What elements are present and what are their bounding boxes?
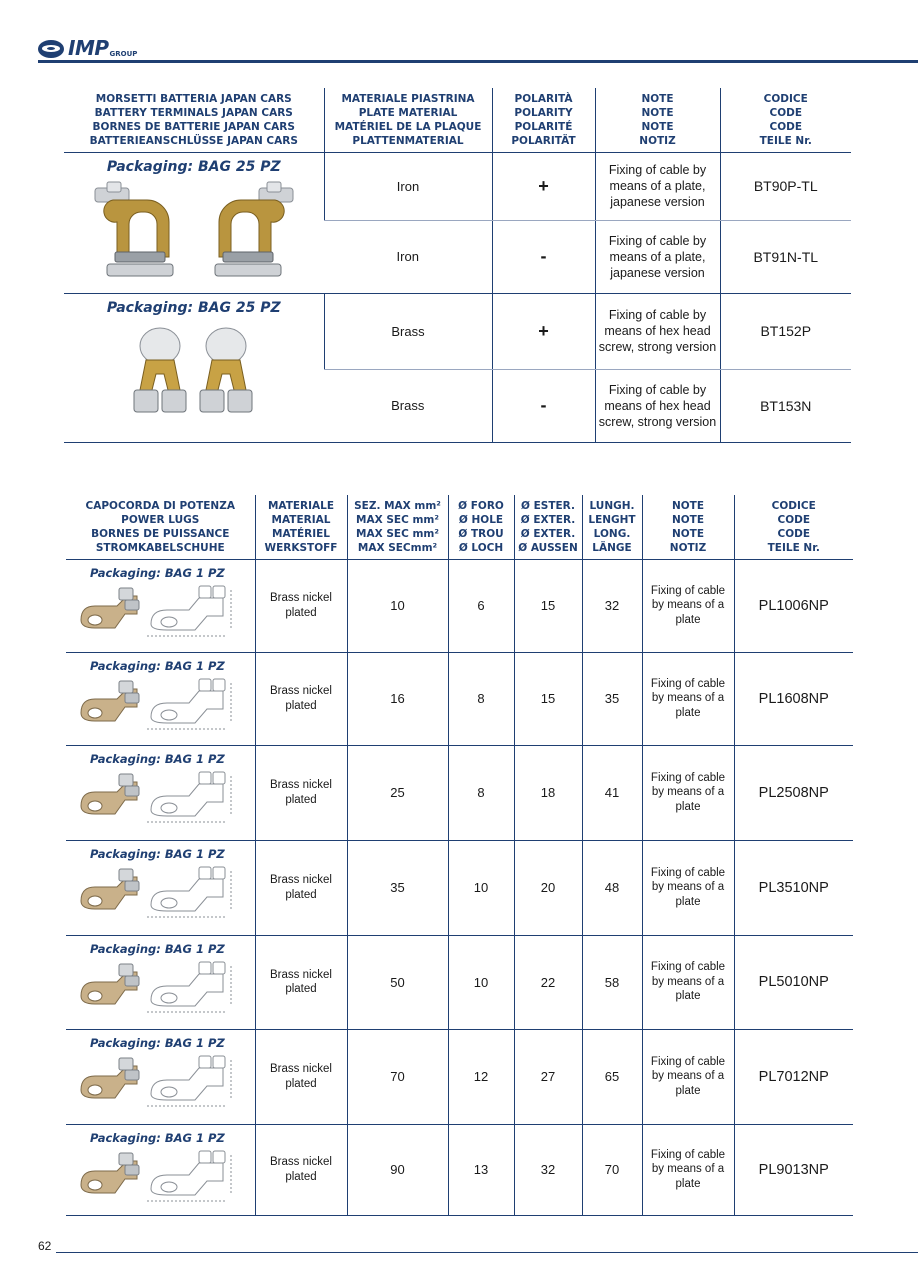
header-outer-diameter: Ø ESTER. Ø EXTER. Ø EXTER. Ø AUSSEN — [514, 495, 582, 559]
power-lug-photo — [81, 681, 139, 721]
material-cell: Brass nickel plated — [255, 559, 347, 652]
power-lug-drawing — [147, 1056, 231, 1106]
logo-brand-suffix: GROUP — [109, 50, 138, 58]
code-cell: BT90P-TL — [720, 152, 851, 220]
material-cell: Brass nickel plated — [255, 652, 347, 745]
packaging-label: Packaging: BAG 1 PZ — [90, 846, 225, 861]
power-lug-drawing — [147, 586, 231, 636]
packaging-label: Packaging: BAG 1 PZ — [90, 565, 225, 580]
length-cell: 35 — [582, 652, 642, 745]
header-polarity: POLARITÀ POLARITY POLARITÉ POLARITÄT — [492, 88, 595, 152]
product-image-cell — [66, 652, 255, 745]
max-section-cell: 35 — [347, 840, 448, 935]
table-header-row — [66, 495, 853, 559]
logo-brand: IMP — [68, 36, 109, 60]
max-section-cell: 10 — [347, 559, 448, 652]
power-lug-image — [75, 1145, 245, 1207]
table-row — [66, 935, 853, 1029]
battery-terminals-table — [64, 88, 851, 443]
header-product: CAPOCORDA DI POTENZA POWER LUGS BORNES DE PUISSANCE STROMKABELSCHUHE — [66, 495, 255, 559]
length-cell: 41 — [582, 745, 642, 840]
hole-diameter-cell: 6 — [448, 559, 514, 652]
hole-diameter-cell: 10 — [448, 935, 514, 1029]
outer-diameter-cell: 18 — [514, 745, 582, 840]
length-cell: 70 — [582, 1124, 642, 1215]
note-cell: Fixing of cable by means of a plate — [642, 652, 734, 745]
plate-material-cell: Iron — [324, 220, 492, 293]
page-header — [38, 36, 918, 66]
code-cell: PL1006NP — [734, 559, 853, 652]
product-image-cell — [66, 935, 255, 1029]
plate-material-cell: Brass — [324, 293, 492, 369]
note-cell: Fixing of cable by means of a plate — [642, 935, 734, 1029]
hole-diameter-cell: 13 — [448, 1124, 514, 1215]
plate-material-cell: Brass — [324, 369, 492, 442]
packaging-label: Packaging: BAG 1 PZ — [90, 658, 225, 673]
outer-diameter-cell: 22 — [514, 935, 582, 1029]
imp-group-logo — [38, 38, 137, 58]
power-lug-image — [75, 580, 245, 642]
header-note: NOTE NOTE NOTE NOTIZ — [595, 88, 720, 152]
max-section-cell: 70 — [347, 1029, 448, 1124]
product-image-cell — [64, 152, 324, 293]
outer-diameter-cell: 32 — [514, 1124, 582, 1215]
power-lug-image — [75, 956, 245, 1018]
product-image-cell — [66, 559, 255, 652]
code-cell: PL1608NP — [734, 652, 853, 745]
note-cell: Fixing of cable by means of a plate — [642, 1029, 734, 1124]
product-image-cell — [66, 1029, 255, 1124]
hole-diameter-cell: 12 — [448, 1029, 514, 1124]
max-section-cell: 90 — [347, 1124, 448, 1215]
imp-logo-icon — [38, 40, 64, 58]
material-cell: Brass nickel plated — [255, 840, 347, 935]
header-material: MATERIALE MATERIAL MATÉRIEL WERKSTOFF — [255, 495, 347, 559]
plate-material-cell: Iron — [324, 152, 492, 220]
power-lug-drawing — [147, 679, 231, 729]
note-cell: Fixing of cable by means of a plate — [642, 840, 734, 935]
product-image-cell — [66, 745, 255, 840]
hole-diameter-cell: 8 — [448, 745, 514, 840]
power-lug-photo — [81, 1058, 139, 1098]
hole-diameter-cell: 10 — [448, 840, 514, 935]
table-row — [64, 293, 851, 369]
power-lug-photo — [81, 1153, 139, 1193]
power-lug-photo — [81, 869, 139, 909]
header-plate-material: MATERIALE PIASTRINA PLATE MATERIAL MATÉRIEL DE LA PLAQUE PLATTENMATERIAL — [324, 88, 492, 152]
material-cell: Brass nickel plated — [255, 1029, 347, 1124]
table-row — [66, 745, 853, 840]
header-max-section: SEZ. MAX mm² MAX SEC mm² MAX SEC mm² MAX SECmm² — [347, 495, 448, 559]
power-lug-photo — [81, 774, 139, 814]
power-lug-drawing — [147, 962, 231, 1012]
code-cell: PL5010NP — [734, 935, 853, 1029]
max-section-cell: 16 — [347, 652, 448, 745]
packaging-label: Packaging: BAG 1 PZ — [90, 941, 225, 956]
power-lug-image — [75, 766, 245, 828]
power-lug-image — [75, 673, 245, 735]
code-cell: PL7012NP — [734, 1029, 853, 1124]
code-cell: PL9013NP — [734, 1124, 853, 1215]
table-row — [66, 652, 853, 745]
power-lug-drawing — [147, 772, 231, 822]
outer-diameter-cell: 15 — [514, 652, 582, 745]
product-image-cell — [66, 1124, 255, 1215]
power-lug-photo — [81, 964, 139, 1004]
hex-screw-battery-terminals-image — [114, 316, 274, 428]
length-cell: 48 — [582, 840, 642, 935]
header-product: MORSETTI BATTERIA JAPAN CARS BATTERY TERMINALS JAPAN CARS BORNES DE BATTERIE JAPAN CARS BATTERIEANSCHLÜSSE JAPAN CARS — [64, 88, 324, 152]
shackle-battery-terminals-image — [79, 175, 309, 285]
product-image-cell — [66, 840, 255, 935]
outer-diameter-cell: 15 — [514, 559, 582, 652]
note-cell: Fixing of cable by means of hex head screw, strong version — [595, 293, 720, 369]
table-row — [66, 840, 853, 935]
footer-divider — [56, 1252, 918, 1253]
code-cell: BT91N-TL — [720, 220, 851, 293]
length-cell: 65 — [582, 1029, 642, 1124]
power-lug-drawing — [147, 867, 231, 917]
page-number: 62 — [38, 1239, 52, 1253]
power-lug-photo — [81, 588, 139, 628]
max-section-cell: 25 — [347, 745, 448, 840]
power-lug-drawing — [147, 1151, 231, 1201]
packaging-label: Packaging: BAG 25 PZ — [106, 299, 281, 316]
table-row — [64, 152, 851, 220]
max-section-cell: 50 — [347, 935, 448, 1029]
code-cell: PL2508NP — [734, 745, 853, 840]
header-length: LUNGH. LENGHT LONG. LÄNGE — [582, 495, 642, 559]
packaging-label: Packaging: BAG 1 PZ — [90, 1130, 225, 1145]
polarity-cell: - — [492, 369, 595, 442]
outer-diameter-cell: 27 — [514, 1029, 582, 1124]
hole-diameter-cell: 8 — [448, 652, 514, 745]
product-image-cell — [64, 293, 324, 442]
outer-diameter-cell: 20 — [514, 840, 582, 935]
polarity-cell: - — [492, 220, 595, 293]
material-cell: Brass nickel plated — [255, 935, 347, 1029]
code-cell: BT153N — [720, 369, 851, 442]
material-cell: Brass nickel plated — [255, 745, 347, 840]
note-cell: Fixing of cable by means of a plate, japanese version — [595, 152, 720, 220]
table-row — [66, 559, 853, 652]
header-code: CODICE CODE CODE TEILE Nr. — [734, 495, 853, 559]
polarity-cell: + — [492, 152, 595, 220]
packaging-label: Packaging: BAG 1 PZ — [90, 751, 225, 766]
header-code: CODICE CODE CODE TEILE Nr. — [720, 88, 851, 152]
packaging-label: Packaging: BAG 1 PZ — [90, 1035, 225, 1050]
power-lugs-table — [66, 495, 853, 1216]
note-cell: Fixing of cable by means of a plate — [642, 559, 734, 652]
note-cell: Fixing of cable by means of a plate, japanese version — [595, 220, 720, 293]
header-divider — [38, 60, 918, 63]
power-lug-image — [75, 1050, 245, 1112]
table-header-row — [64, 88, 851, 152]
note-cell: Fixing of cable by means of a plate — [642, 745, 734, 840]
note-cell: Fixing of cable by means of a plate — [642, 1124, 734, 1215]
packaging-label: Packaging: BAG 25 PZ — [106, 158, 281, 175]
header-note: NOTE NOTE NOTE NOTIZ — [642, 495, 734, 559]
code-cell: BT152P — [720, 293, 851, 369]
note-cell: Fixing of cable by means of hex head screw, strong version — [595, 369, 720, 442]
code-cell: PL3510NP — [734, 840, 853, 935]
header-hole-diameter: Ø FORO Ø HOLE Ø TROU Ø LOCH — [448, 495, 514, 559]
length-cell: 32 — [582, 559, 642, 652]
polarity-cell: + — [492, 293, 595, 369]
material-cell: Brass nickel plated — [255, 1124, 347, 1215]
table-row — [66, 1029, 853, 1124]
power-lug-image — [75, 861, 245, 923]
table-row — [66, 1124, 853, 1215]
length-cell: 58 — [582, 935, 642, 1029]
